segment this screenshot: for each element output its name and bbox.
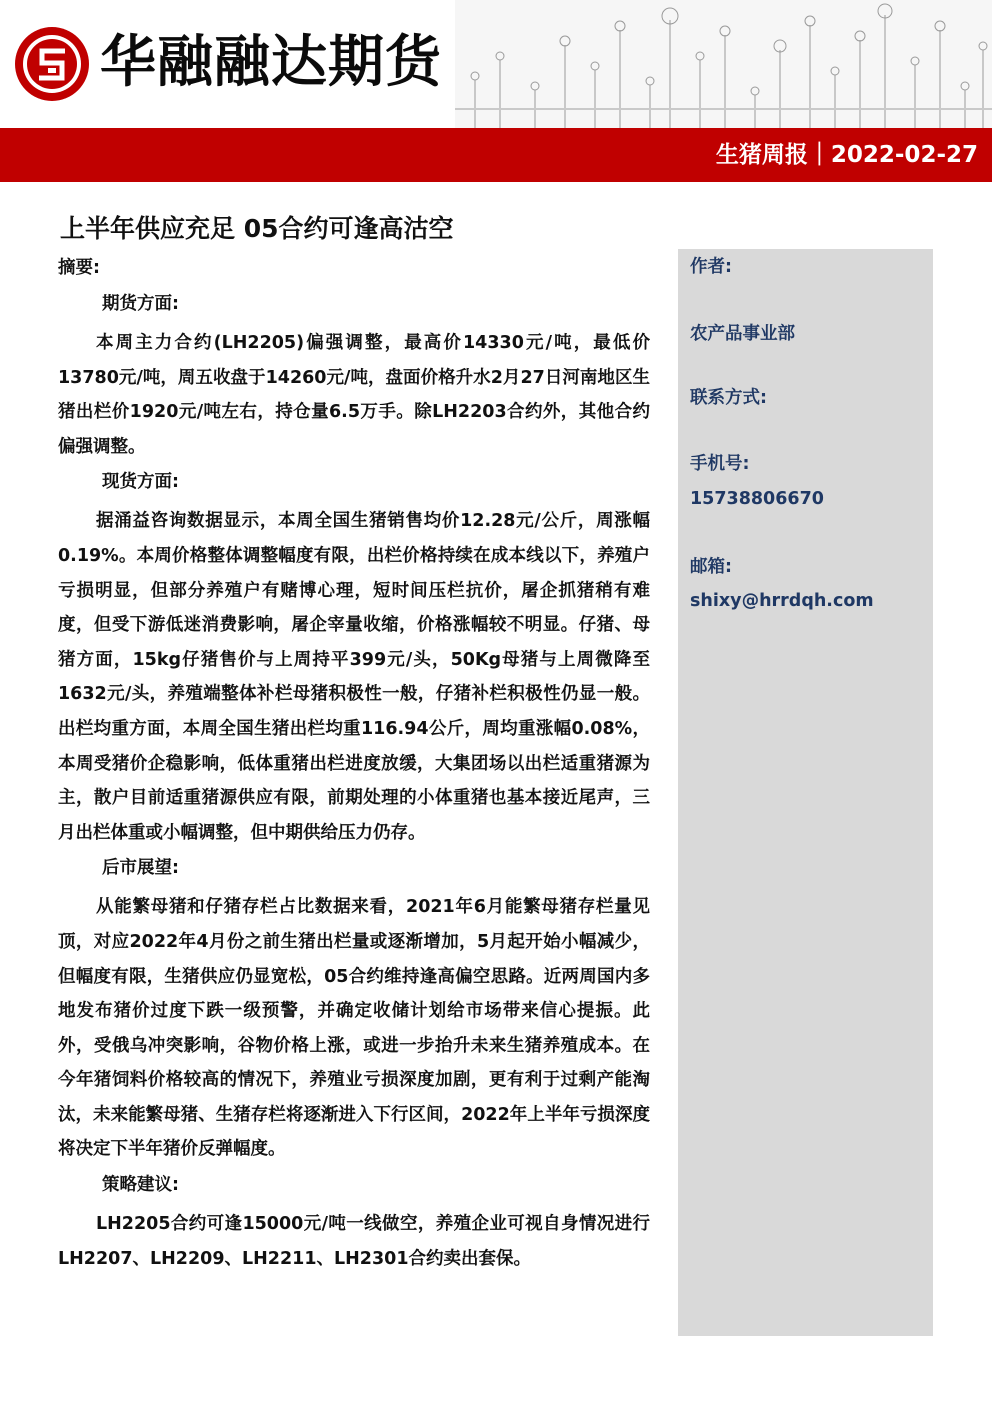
- header-decoration: [455, 0, 992, 128]
- author-label: 作者:: [690, 257, 732, 277]
- section-text-outlook: 从能繁母猪和仔猪存栏占比数据来看，2021年6月能繁母猪存栏量见顶，对应2022年4月份之前生猪出栏量或逐渐增加，5月起开始小幅减少，但幅度有限，生猪供应仍显宽松，05合约维持逢高偏空思路。近两周国内多地发布猪价过度下跌一级预警，并确定收储计划给市场带来信心提振。此外，受俄乌冲突影响，谷物价格上涨，或进一步抬升未来生猪养殖成本。在今年猪饲料价格较高的情况下，养殖业亏损深度加剧，更有利于过剩产能淘汰，未来能繁母猪、生猪存栏将逐渐进入下行区间，2022年上半年亏损深度将决定下半年猪价反弹幅度。: [58, 897, 650, 1160]
- section-text-futures: 本周主力合约(LH2205)偏强调整，最高价14330元/吨，最低价13780元/吨，周五收盘于14260元/吨，盘面价格升水2月27日河南地区生猪出栏价1920元/吨左右，持仓量6.5万手。除LH2203合约外，其他合约偏强调整。: [58, 333, 650, 457]
- phone-label: 手机号:: [690, 454, 750, 474]
- report-title: 上半年供应充足 05合约可逢高沽空: [60, 214, 454, 243]
- section-label-futures: 期货方面:: [102, 294, 179, 314]
- contact-label: 联系方式:: [690, 388, 767, 408]
- author-sidebar: [678, 249, 933, 1336]
- email-label: 邮箱:: [690, 557, 732, 577]
- report-type-date: 生猪周报｜2022-02-27: [715, 142, 978, 168]
- section-text-strategy: LH2205合约可逢15000元/吨一线做空，养殖企业可视自身情况进行LH2207、LH2209、LH2211、LH2301合约卖出套保。: [58, 1214, 650, 1269]
- company-logo-icon: [12, 24, 92, 104]
- section-label-outlook: 后市展望:: [102, 858, 179, 879]
- section-label-spot: 现货方面:: [102, 472, 179, 493]
- company-name: 华融融达期货: [100, 30, 442, 95]
- department: 农产品事业部: [690, 324, 795, 344]
- section-label-strategy: 策略建议:: [102, 1175, 179, 1196]
- section-text-spot: 据涌益咨询数据显示，本周全国生猪销售均价12.28元/公斤，周涨幅0.19%。本周价格整体调整幅度有限，出栏价格持续在成本线以下，养殖户亏损明显，但部分养殖户有赌博心理，短时间压栏抗价，屠企抓猪稍有难度，但受下游低迷消费影响，屠企宰量收缩，价格涨幅较不明显。仔猪、母猪方面，15kg仔猪售价与上周持平399元/头，50Kg母猪与上周微降至1632元/头，养殖端整体补栏母猪积极性一般，仔猪补栏积极性仍显一般。出栏均重方面，本周全国生猪出栏均重116.94公斤，周均重涨幅0.08%，本周受猪价企稳影响，低体重猪出栏进度放缓，大集团场以出栏适重猪源为主，散户目前适重猪源供应有限，前期处理的小体重猪也基本接近尾声，三月出栏体重或小幅调整，但中期供给压力仍存。: [58, 511, 650, 843]
- phone-number: 15738806670: [690, 489, 824, 509]
- abstract-label: 摘要:: [58, 258, 100, 278]
- email-address[interactable]: shixy@hrrdqh.com: [690, 591, 874, 611]
- main-content: [58, 252, 650, 1278]
